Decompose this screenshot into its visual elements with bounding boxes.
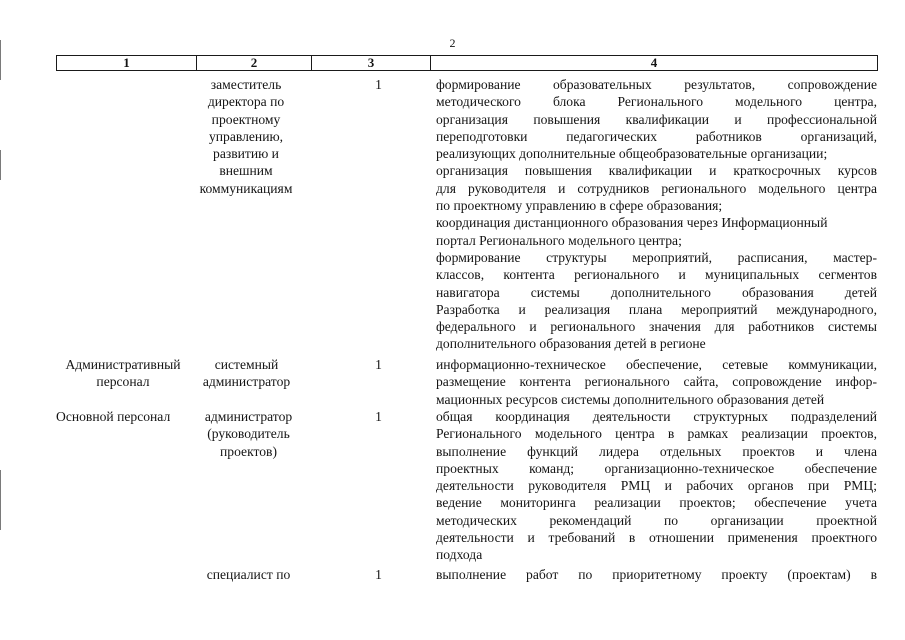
column-number-2: 2: [197, 56, 312, 71]
staff-count: 1: [375, 357, 382, 372]
staff-position: заместитель директора по проектному управлению, развитию и внешним коммуникациям: [199, 77, 293, 196]
staff-duties: [436, 408, 877, 564]
duty-line: портал Регионального модельного центра;: [436, 232, 682, 248]
column-number-1: 1: [57, 56, 197, 71]
staff-position: администратор (руководитель проектов): [204, 409, 293, 459]
duty-line: Регионального модельного центра в рамках реализации проектов,: [436, 426, 877, 442]
page-number: 2: [449, 36, 456, 50]
staff-category: Административный персонал: [65, 357, 181, 390]
duty-line: для руководителя и сотрудников регионального модельного центра: [436, 180, 877, 196]
duty-line: выполнение работ по приоритетному проекту (проектам) в: [436, 567, 877, 582]
scan-edge-mark: [0, 150, 1, 180]
duty-line: общая координация деятельности структурных подразделений: [436, 409, 877, 424]
staff-category: Основной персонал: [56, 409, 171, 424]
staff-count: 1: [375, 567, 382, 582]
column-number-4: 4: [431, 56, 878, 71]
staff-position: специалист по: [206, 567, 291, 582]
scan-edge-mark: [0, 470, 1, 530]
duty-line: реализующих дополнительные общеобразовательные организации;: [436, 146, 828, 162]
duty-line: методического блока Регионального модельного центра,: [436, 94, 877, 110]
duty-line: по проектному управлению в сфере образования;: [436, 198, 723, 214]
duty-line: методических рекомендаций по организации проектной: [436, 512, 877, 528]
duty-line: проектных команд; организационно-техническое обеспечение: [436, 460, 877, 476]
duty-line: классов, контента регионального и муниципальных сегментов: [436, 267, 877, 283]
duty-line: переподготовки педагогических работников организаций,: [436, 128, 877, 144]
staff-duties: [436, 566, 877, 583]
duty-line: формирование структуры мероприятий, расписания, мастер-: [436, 249, 877, 265]
duty-line: дополнительного образования детей в регионе: [436, 336, 706, 352]
staff-position: системный администратор: [202, 357, 291, 390]
staff-duties: [436, 356, 877, 408]
duty-line: деятельности и требований в отношении применения проектного: [436, 530, 877, 546]
duty-line: формирование образовательных результатов, сопровождение: [436, 77, 877, 92]
duty-line: выполнение функций лидера отдельных проектов и члена: [436, 443, 877, 459]
duty-line: навигатора системы дополнительного образования детей: [436, 284, 877, 300]
duty-line: ведение мониторинга реализации проектов; обеспечение учета: [436, 495, 877, 511]
duty-line: подхода: [436, 547, 483, 563]
column-number-header: [56, 55, 878, 71]
duty-line: организация повышения квалификации и профессиональной: [436, 111, 877, 127]
duty-line: деятельности руководителя РМЦ и рабочих органов при РМЦ;: [436, 478, 877, 494]
duty-line: координация дистанционного образования через Информационный: [436, 215, 828, 231]
duty-line: Разработка и реализация плана мероприятий международного,: [436, 301, 877, 317]
column-number-3: 3: [312, 56, 431, 71]
staff-count: 1: [375, 409, 382, 424]
duty-line: организация повышения квалификации и краткосрочных курсов: [436, 163, 877, 179]
duty-line: размещение контента регионального сайта, сопровождение инфор-: [436, 374, 877, 390]
staff-duties: [436, 76, 877, 353]
duty-line: информационно-техническое обеспечение, сетевые коммуникации,: [436, 357, 877, 372]
scan-edge-mark: [0, 40, 1, 80]
staff-count: 1: [375, 77, 382, 92]
duty-line: федерального и регионального значения для работников системы: [436, 319, 877, 335]
duty-line: мационных ресурсов системы дополнительного образования детей: [436, 391, 825, 407]
